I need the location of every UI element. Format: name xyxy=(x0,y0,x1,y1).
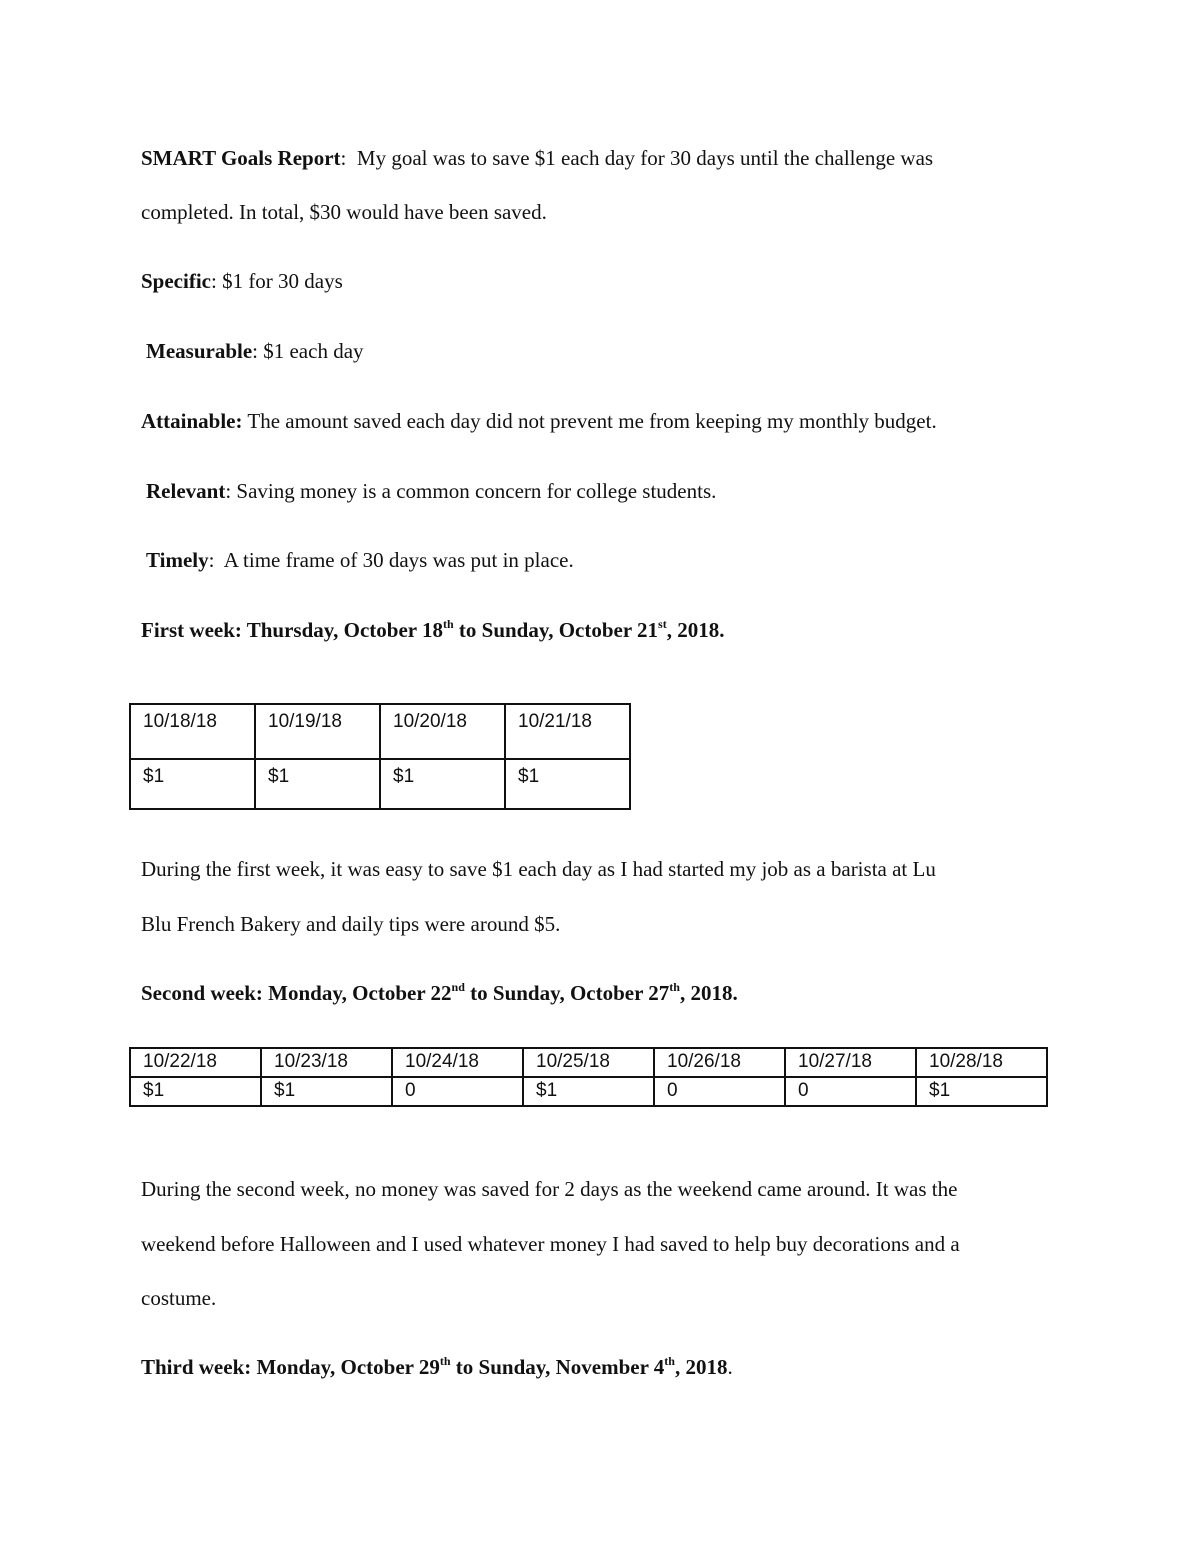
week2-note-line-3: costume. xyxy=(141,1286,217,1310)
week1-amount-cell: $1 xyxy=(380,759,505,809)
week3-heading-part-c: , 2018 xyxy=(674,1355,728,1379)
week1-amount-cell: $1 xyxy=(255,759,380,809)
week1-heading-part-b: to Sunday, October 21 xyxy=(453,618,659,642)
relevant-label: Relevant xyxy=(146,479,226,503)
week1-heading-part-a: First week: Thursday, October 18 xyxy=(141,618,443,642)
week2-date-cell: 10/27/18 xyxy=(785,1048,916,1077)
intro-label: SMART Goals Report xyxy=(141,146,341,170)
week2-amount-cell: $1 xyxy=(261,1077,392,1106)
specific-label: Specific xyxy=(141,269,211,293)
week2-amount-cell: $1 xyxy=(130,1077,261,1106)
week3-heading-sup-a: th xyxy=(439,1354,451,1368)
week2-date-cell: 10/28/18 xyxy=(916,1048,1047,1077)
week2-amount-cell: 0 xyxy=(392,1077,523,1106)
week2-note-line-1: During the second week, no money was saved for 2 days as the weekend came around. It was the xyxy=(141,1177,958,1201)
relevant-item xyxy=(146,481,716,502)
week2-date-cell: 10/25/18 xyxy=(523,1048,654,1077)
measurable-text: : $1 each day xyxy=(252,339,364,363)
week2-amount-cell: $1 xyxy=(523,1077,654,1106)
week2-amount-cell: 0 xyxy=(654,1077,785,1106)
table-row xyxy=(130,704,630,759)
week1-heading-sup-b: st xyxy=(658,617,667,631)
week2-heading-part-a: Second week: Monday, October 22 xyxy=(141,981,452,1005)
intro-colon: : xyxy=(340,146,347,170)
intro-line-2: completed. In total, $30 would have been saved. xyxy=(141,200,547,224)
week1-date-cell: 10/20/18 xyxy=(380,704,505,759)
week1-heading xyxy=(141,617,725,642)
week2-note-line-2: weekend before Halloween and I used whatever money I had saved to help buy decorations and a xyxy=(141,1232,960,1256)
relevant-text: : Saving money is a common concern for college students. xyxy=(225,479,717,503)
week1-heading-part-c: , 2018. xyxy=(666,618,725,642)
intro-text-1: My goal was to save $1 each day for 30 days until the challenge was xyxy=(346,146,934,170)
week2-table xyxy=(129,1047,1048,1107)
table-row xyxy=(130,759,630,809)
attainable-item xyxy=(141,411,937,432)
week1-note-line-1: During the first week, it was easy to save $1 each day as I had started my job as a barista at Lu xyxy=(141,857,936,881)
week3-heading xyxy=(141,1354,733,1379)
week2-amount-cell: $1 xyxy=(916,1077,1047,1106)
table-row xyxy=(130,1048,1047,1077)
week2-amount-cell: 0 xyxy=(785,1077,916,1106)
week3-heading-sup-b: th xyxy=(664,1354,675,1368)
week2-heading-sup-a: nd xyxy=(451,980,465,994)
timely-text: : A time frame of 30 days was put in place. xyxy=(208,548,574,572)
measurable-item xyxy=(146,341,364,362)
week1-amount-cell: $1 xyxy=(505,759,630,809)
week3-heading-part-a: Third week: Monday, October 29 xyxy=(141,1355,440,1379)
measurable-label: Measurable xyxy=(146,339,253,363)
week2-date-cell: 10/24/18 xyxy=(392,1048,523,1077)
week2-heading-sup-b: th xyxy=(669,980,680,994)
specific-text: : $1 for 30 days xyxy=(210,269,343,293)
week2-heading xyxy=(141,980,738,1005)
week3-heading-part-b: to Sunday, November 4 xyxy=(450,1355,665,1379)
attainable-text: The amount saved each day did not prevent me from keeping my monthly budget. xyxy=(242,409,937,433)
attainable-label: Attainable: xyxy=(141,409,243,433)
week1-heading-sup-a: th xyxy=(442,617,454,631)
week3-heading-period: . xyxy=(727,1355,733,1379)
week2-date-cell: 10/23/18 xyxy=(261,1048,392,1077)
week2-date-cell: 10/26/18 xyxy=(654,1048,785,1077)
week1-table xyxy=(129,703,631,810)
week2-heading-part-b: to Sunday, October 27 xyxy=(464,981,670,1005)
week1-note-line-2: Blu French Bakery and daily tips were around $5. xyxy=(141,912,561,936)
week1-amount-cell: $1 xyxy=(130,759,255,809)
week1-date-cell: 10/18/18 xyxy=(130,704,255,759)
table-row xyxy=(130,1077,1047,1106)
week2-date-cell: 10/22/18 xyxy=(130,1048,261,1077)
week2-heading-part-c: , 2018. xyxy=(679,981,738,1005)
specific-item xyxy=(141,271,343,292)
intro-line-1 xyxy=(141,148,933,169)
timely-item xyxy=(146,550,574,571)
timely-label: Timely xyxy=(146,548,209,572)
week1-date-cell: 10/19/18 xyxy=(255,704,380,759)
week1-date-cell: 10/21/18 xyxy=(505,704,630,759)
